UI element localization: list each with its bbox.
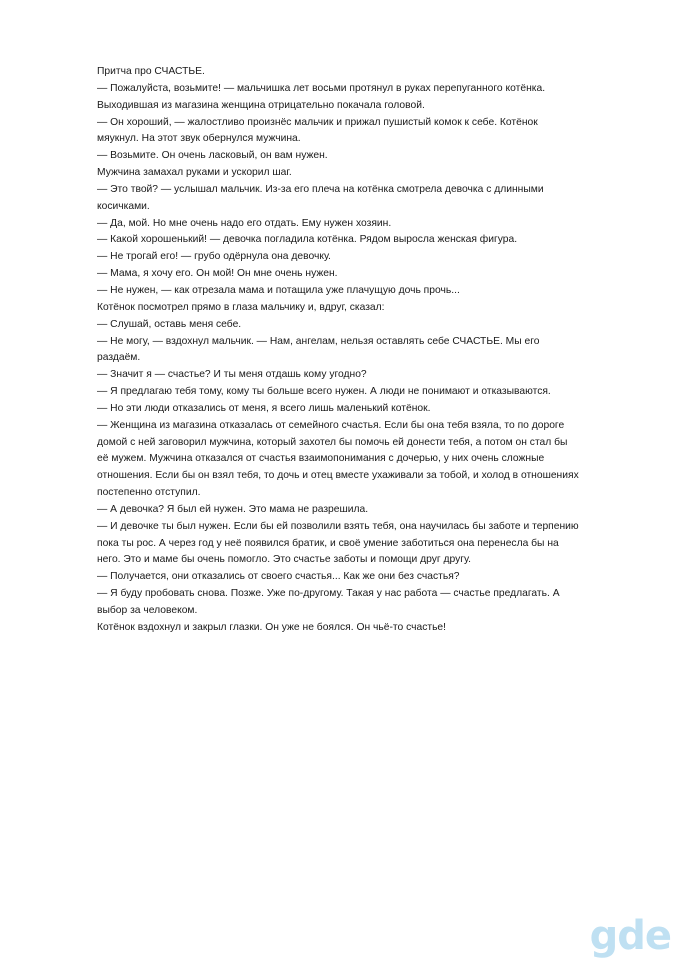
text-line: Котёнок посмотрел прямо в глаза мальчику и, вдруг, сказал: (97, 301, 385, 313)
document-body (97, 64, 642, 637)
parable-title: Притча про СЧАСТЬЕ. (97, 66, 205, 77)
text-line: — А девочка? Я был ей нужен. Это мама не разрешила. (97, 503, 369, 515)
text-line: выбор за человеком. (97, 605, 198, 616)
text-line: — И девочке ты был нужен. Если бы ей позволили взять тебя, она научилась бы заботе и терпению (97, 520, 579, 532)
gde-logo: gde (589, 913, 671, 959)
text-line: — Я предлагаю тебя тому, кому ты больше всего нужен. А люди не понимают и отказываются. (97, 386, 551, 398)
text-line: — Не могу, — вздохнул мальчик. — Нам, ангелам, нельзя оставлять себе СЧАСТЬЕ. Мы его (97, 335, 540, 347)
text-line: — Значит я — счастье? И ты меня отдашь кому угодно? (97, 369, 367, 381)
text-line: раздаём. (97, 352, 141, 364)
text-line: — Возьмите. Он очень ласковый, он вам нужен. (97, 150, 328, 162)
text-line: пока ты рос. А через год у неё появился братик, и своё умение заботиться она перенесла бы на (97, 537, 559, 549)
text-line: — Не трогай его! — грубо одёрнула она девочку. (97, 251, 331, 263)
text-line: — Но эти люди отказались от меня, я всего лишь маленький котёнок. (97, 402, 431, 414)
text-line: Котёнок вздохнул и закрыл глазки. Он уже не боялся. Он чьё-то счастье! (97, 621, 447, 633)
text-line: — Пожалуйста, возьмите! — мальчишка лет восьми протянул в руках перепуганного котёнка. (97, 82, 546, 94)
text-line: косичками. (97, 200, 150, 212)
text-line: домой с ней заговорил мужчина, который захотел бы помочь ей донести тебя, а потом он стал бы (97, 436, 568, 448)
text-line: него. Это и маме бы очень помогло. Это счастье заботы и помощи друг другу. (97, 554, 471, 566)
text-line: — Слушай, оставь меня себе. (97, 318, 242, 330)
text-line: отношения. Если бы он взял тебя, то дочь и отец вместе ухаживали за тобой, и холод в отношениях (97, 470, 579, 482)
text-line: — Это твой? — услышал мальчик. Из-за его плеча на котёнка смотрела девочка с длинными (97, 183, 544, 195)
text-line: Выходившая из магазина женщина отрицательно покачала головой. (97, 99, 425, 111)
text-line: — Да, мой. Но мне очень надо его отдать. Ему нужен хозяин. (97, 217, 392, 229)
text-line: Мужчина замахал руками и ускорил шаг. (97, 167, 292, 179)
text-line: — Какой хорошенький! — девочка погладила котёнка. Рядом выросла женская фигура. (97, 234, 518, 246)
text-line: — Он хороший, — жалостливо произнёс мальчик и прижал пушистый комок к себе. Котёнок (97, 116, 538, 128)
text-line: её мужем. Мужчина отказался от счастья взаимопонимания с дочерью, у них очень сложные (97, 453, 545, 465)
text-line: мяукнул. На этот звук обернулся мужчина. (97, 133, 301, 145)
text-line: — Мама, я хочу его. Он мой! Он мне очень нужен. (97, 268, 338, 280)
text-line: постепенно отступил. (97, 487, 201, 499)
text-line: — Я буду пробовать снова. Позже. Уже по-другому. Такая у нас работа — счастье предлагать. А (97, 588, 560, 600)
text-line: — Получается, они отказались от своего счастья... Как же они без счастья? (97, 571, 460, 583)
text-line: — Не нужен, — как отрезала мама и потащила уже плачущую дочь прочь... (97, 284, 460, 296)
text-line: — Женщина из магазина отказалась от семейного счастья. Если бы она тебя взяла, то по дороге (97, 419, 565, 431)
